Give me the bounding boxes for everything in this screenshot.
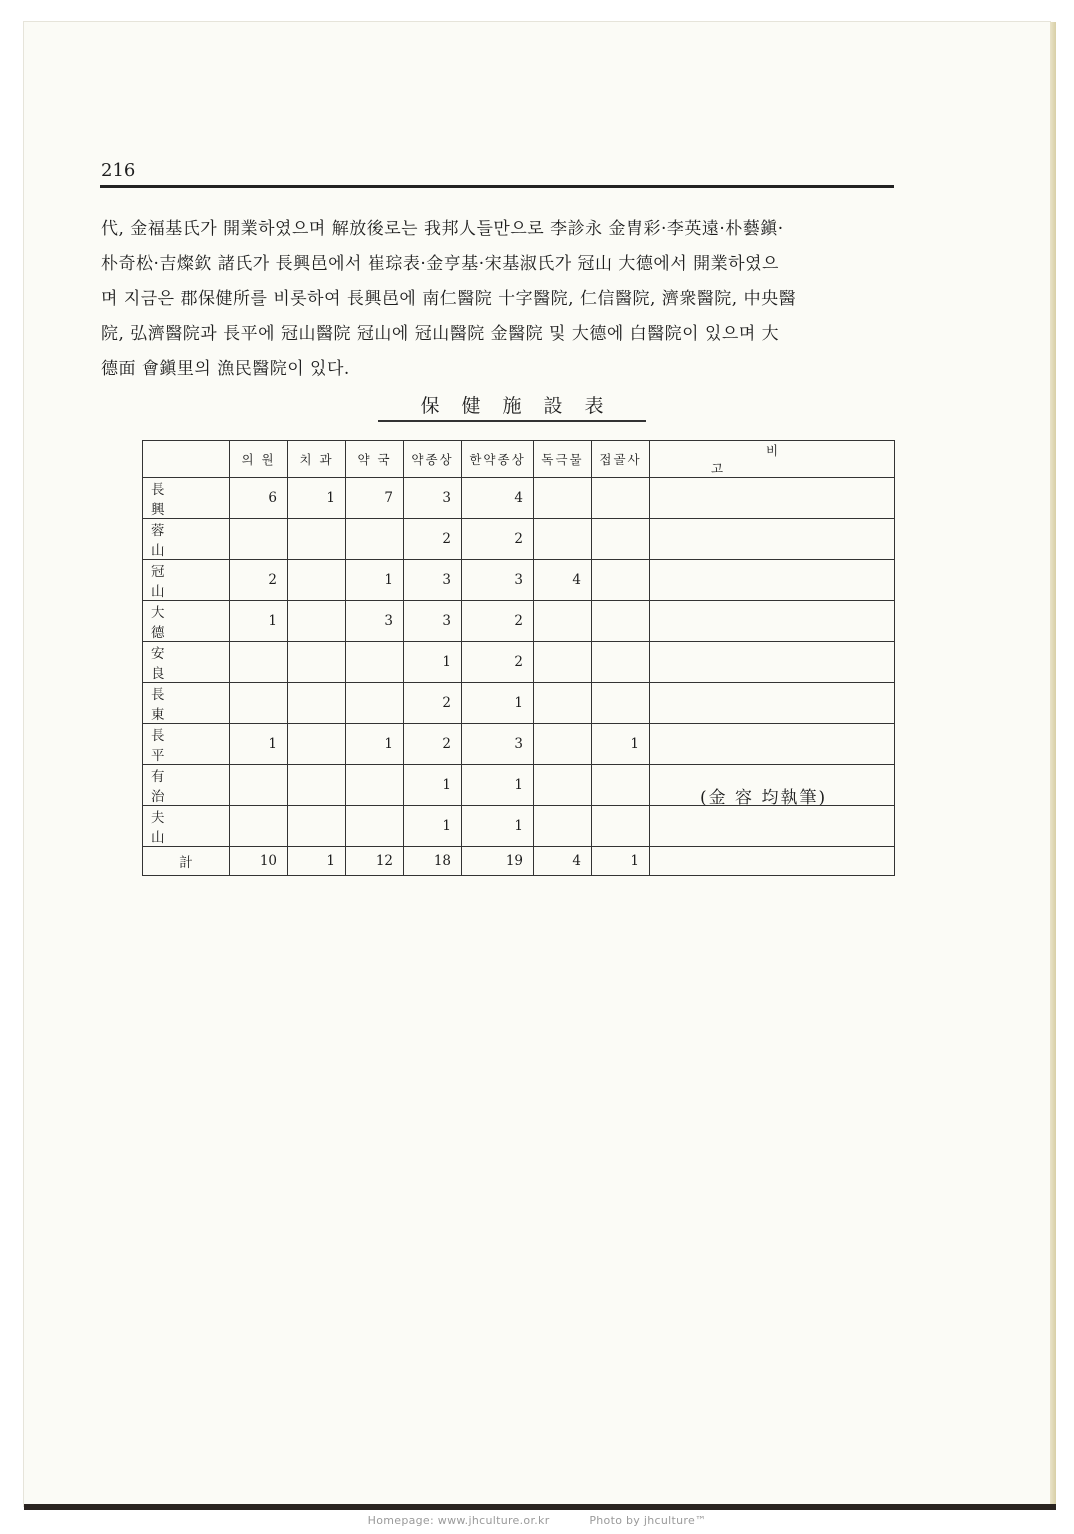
table-total-cell: 1 (592, 847, 650, 876)
table-total-cell: 12 (346, 847, 404, 876)
table-row-label: 安良 (143, 642, 230, 683)
table-cell (534, 765, 592, 806)
table-header-cell: 접골사 (592, 441, 650, 478)
table-cell: 1 (404, 642, 462, 683)
table-cell (592, 765, 650, 806)
table-total-cell: 1 (288, 847, 346, 876)
table-total-cell: 19 (462, 847, 534, 876)
table-cell: 1 (462, 806, 534, 847)
paragraph-line: 代, 金福基氏가 開業하였으며 解放後로는 我邦人들만으로 李診永 金胄彩·李英遠·朴藝鎭· (101, 219, 784, 239)
table-cell: 1 (346, 560, 404, 601)
body-paragraph (101, 212, 897, 387)
table-row (143, 724, 895, 765)
table-cell: 1 (230, 724, 288, 765)
table-row-label: 有治 (143, 765, 230, 806)
table-cell: 2 (404, 519, 462, 560)
footer-photo-credit: Photo by jhculture™ (589, 1514, 707, 1527)
table-cell: 1 (230, 601, 288, 642)
table-cell (288, 806, 346, 847)
table-cell (534, 806, 592, 847)
table-header-cell: 치 과 (288, 441, 346, 478)
table-cell: 1 (462, 765, 534, 806)
table-cell (534, 724, 592, 765)
table-row-label: 長興 (143, 478, 230, 519)
paragraph-line: 德面 會鎭里의 漁民醫院이 있다. (101, 359, 350, 379)
table-cell (288, 560, 346, 601)
table-row (143, 806, 895, 847)
table-cell (592, 683, 650, 724)
table-row (143, 560, 895, 601)
page-bottom-band (24, 1504, 1056, 1510)
table-cell: 1 (404, 806, 462, 847)
table-cell (288, 519, 346, 560)
table-row-label: 蓉山 (143, 519, 230, 560)
table-cell (288, 683, 346, 724)
page-edge (1050, 22, 1056, 1506)
table-cell: 1 (462, 683, 534, 724)
table-cell (650, 560, 895, 601)
table-cell (592, 478, 650, 519)
table-row-label: 夫山 (143, 806, 230, 847)
table-header-cell: 약종상 (404, 441, 462, 478)
table-cell (230, 806, 288, 847)
table-cell: 2 (462, 519, 534, 560)
table-total-row (143, 847, 895, 876)
table-cell (650, 806, 895, 847)
table-cell (592, 642, 650, 683)
table-row-label: 冠山 (143, 560, 230, 601)
health-facilities-table (142, 440, 895, 876)
table-row-label: 長平 (143, 724, 230, 765)
table-cell (650, 478, 895, 519)
table-cell (650, 601, 895, 642)
table-cell (230, 642, 288, 683)
table-cell (346, 765, 404, 806)
table-cell (288, 724, 346, 765)
table-cell: 1 (592, 724, 650, 765)
table-cell (650, 642, 895, 683)
table-header-cell: 약 국 (346, 441, 404, 478)
table-header-cell: 한약종상 (462, 441, 534, 478)
table-row (143, 519, 895, 560)
table-cell: 3 (404, 478, 462, 519)
table-total-cell: 10 (230, 847, 288, 876)
table-cell (230, 519, 288, 560)
table-cell: 1 (346, 724, 404, 765)
table-cell (230, 683, 288, 724)
table-header-row (143, 441, 895, 478)
table-header-cell: 의 원 (230, 441, 288, 478)
table-cell (592, 601, 650, 642)
table-cell (650, 724, 895, 765)
table-cell (650, 519, 895, 560)
table-cell (534, 519, 592, 560)
table-cell (288, 642, 346, 683)
paragraph-line: 朴奇松·吉燦欽 諸氏가 長興邑에서 崔琮表·金亨基·宋基淑氏가 冠山 大德에서 開業하였으 (101, 254, 779, 274)
table-cell (592, 560, 650, 601)
table-header-cell: 비 고 (650, 441, 895, 478)
table-row (143, 642, 895, 683)
table-cell (650, 683, 895, 724)
table-title: 保健施設表 (378, 391, 646, 422)
paragraph-line: 며 지금은 郡保健所를 비롯하여 長興邑에 南仁醫院 十字醫院, 仁信醫院, 濟衆醫院, 中央醫 (101, 289, 797, 309)
table-cell: 3 (462, 560, 534, 601)
table-cell: 1 (404, 765, 462, 806)
table-cell (288, 601, 346, 642)
header-rule (100, 185, 894, 188)
table-cell: 4 (534, 560, 592, 601)
table-row (143, 478, 895, 519)
table-cell (346, 806, 404, 847)
table-cell: 3 (462, 724, 534, 765)
table-cell (534, 601, 592, 642)
table-cell (534, 478, 592, 519)
table-cell (230, 765, 288, 806)
table-cell: 2 (230, 560, 288, 601)
table-row-label: 大德 (143, 601, 230, 642)
paragraph-line: 院, 弘濟醫院과 長平에 冠山醫院 冠山에 冠山醫院 金醫院 및 大德에 白醫院이 있으며 大 (101, 324, 780, 344)
table-cell: 3 (404, 560, 462, 601)
table-cell: 3 (346, 601, 404, 642)
table-cell (288, 765, 346, 806)
table-cell (592, 519, 650, 560)
table-cell (346, 683, 404, 724)
page-number: 216 (101, 160, 136, 181)
table-cell (346, 519, 404, 560)
table-total-label: 計 (143, 847, 230, 876)
table-row (143, 601, 895, 642)
table-cell: 3 (404, 601, 462, 642)
table-row-label: 長東 (143, 683, 230, 724)
table-cell: 1 (288, 478, 346, 519)
footer-homepage: Homepage: www.jhculture.or.kr (367, 1514, 550, 1527)
table-header-cell: 독극물 (534, 441, 592, 478)
author-note: (金 容 均執筆) (700, 788, 828, 808)
table-cell: 6 (230, 478, 288, 519)
table-cell: 2 (404, 683, 462, 724)
table-total-cell: 18 (404, 847, 462, 876)
table-cell: 4 (462, 478, 534, 519)
footer-credits (0, 1514, 1074, 1527)
table-cell: 2 (462, 642, 534, 683)
table-header-cell (143, 441, 230, 478)
table-cell: 7 (346, 478, 404, 519)
table-cell (534, 642, 592, 683)
table-cell (346, 642, 404, 683)
table-row (143, 683, 895, 724)
table-cell: 2 (462, 601, 534, 642)
table-cell (534, 683, 592, 724)
table-cell: 2 (404, 724, 462, 765)
table-total-cell: 4 (534, 847, 592, 876)
table-total-cell (650, 847, 895, 876)
table-cell (592, 806, 650, 847)
